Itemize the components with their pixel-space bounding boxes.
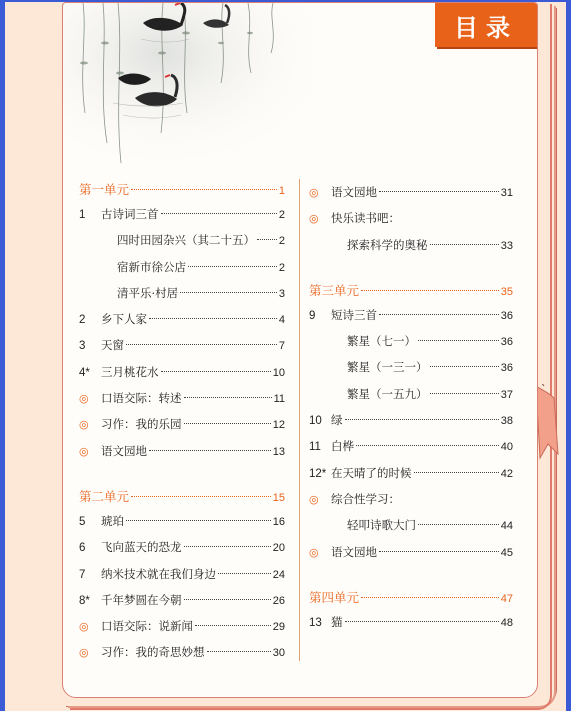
toc-entry[interactable] (309, 433, 513, 459)
page-number: 4 (278, 314, 285, 327)
swan-pond-illustration (63, 3, 313, 173)
toc-title: 猫 (331, 614, 343, 629)
leader-dots (361, 290, 499, 291)
page-number: 42 (500, 467, 513, 480)
toc-title: 第三单元 (309, 282, 360, 298)
section-gap (309, 565, 513, 587)
leader-dots (131, 189, 277, 190)
toc-subentry[interactable] (309, 512, 513, 538)
toc-title: 清平乐·村居 (117, 285, 179, 300)
page-number: 2 (278, 235, 285, 248)
toc-unit-heading[interactable] (309, 587, 513, 609)
leader-dots (161, 213, 277, 214)
toc-entry[interactable] (79, 332, 285, 358)
toc-entry[interactable] (79, 359, 285, 385)
page-number: 2 (278, 209, 285, 221)
lesson-number: 10 (309, 415, 322, 428)
toc-entry[interactable] (79, 385, 285, 411)
toc-title: 口语交际：说新闻 (101, 619, 193, 634)
toc-title: 轻叩诗歌大门 (347, 518, 416, 533)
toc-title: 绿 (331, 413, 343, 428)
toc-entry[interactable] (79, 639, 285, 665)
bullet-circle-icon: ◎ (79, 620, 89, 634)
leader-dots (184, 546, 271, 547)
page-number: 33 (500, 239, 513, 252)
leader-dots (126, 344, 277, 345)
toc-left-column (79, 179, 285, 666)
column-divider (299, 179, 300, 661)
page-number: 31 (500, 187, 513, 199)
toc-title: 第四单元 (309, 589, 360, 605)
toc-unit-heading[interactable] (309, 280, 513, 302)
toc-title: 口语交际：转述 (101, 391, 182, 406)
page-number: 11 (273, 393, 285, 406)
lesson-number: 12* (309, 467, 327, 480)
toc-entry[interactable] (79, 508, 285, 534)
toc-title: 探索科学的奥秘 (347, 237, 428, 252)
leader-dots (207, 651, 271, 652)
page-number: 45 (500, 546, 513, 559)
toc-title: 繁星（一三一） (347, 360, 428, 375)
toc-title: 快乐读书吧： (331, 211, 400, 226)
toc-entry[interactable] (309, 486, 513, 512)
page-number: 47 (500, 592, 513, 605)
lesson-number: 1 (79, 209, 86, 221)
leader-dots (184, 423, 271, 424)
toc-title: 第一单元 (79, 182, 130, 197)
leader-dots (430, 244, 499, 245)
toc-entry[interactable] (79, 587, 285, 613)
right-frame-border (566, 0, 571, 711)
bullet-circle-icon: ◎ (309, 492, 319, 506)
toc-title: 习作：我的乐园 (101, 417, 182, 432)
toc-subentry[interactable] (79, 227, 285, 253)
page-number: 36 (500, 336, 513, 349)
page-number: 12 (272, 419, 285, 432)
toc-title: 语文园地 (101, 443, 147, 458)
page-number: 36 (500, 309, 513, 322)
lesson-number: 6 (79, 542, 86, 555)
bullet-circle-icon: ◎ (79, 444, 89, 458)
page-number: 15 (272, 491, 285, 504)
page-number: 35 (500, 285, 513, 298)
page-number: 40 (500, 441, 513, 454)
toc-subentry[interactable] (309, 381, 513, 407)
lesson-number: 7 (79, 568, 86, 581)
toc-subentry[interactable] (309, 328, 513, 354)
page-title: 目录 (435, 3, 537, 47)
page-number: 13 (272, 445, 285, 458)
toc-title: 天窗 (101, 338, 124, 353)
leader-dots (149, 450, 271, 451)
toc-unit-heading[interactable] (79, 179, 285, 201)
toc-title: 第二单元 (79, 488, 130, 504)
lesson-number: 2 (79, 314, 86, 327)
bullet-circle-icon: ◎ (309, 545, 319, 559)
toc-title: 琥珀 (101, 513, 124, 528)
toc-title: 短诗三首 (331, 307, 377, 322)
leader-dots (131, 496, 271, 497)
bullet-circle-icon: ◎ (79, 646, 89, 660)
page-number: 3 (278, 287, 285, 300)
leader-dots (414, 472, 499, 473)
leader-dots (126, 520, 271, 521)
leader-dots (430, 393, 499, 394)
toc-title: 在天晴了的时候 (331, 465, 412, 480)
page-number: 2 (278, 261, 285, 274)
leader-dots (184, 599, 271, 600)
toc-title: 千年梦圆在今朝 (101, 592, 182, 607)
toc-entry[interactable] (79, 534, 285, 560)
toc-entry[interactable] (309, 205, 513, 231)
toc-title: 习作：我的奇思妙想 (101, 645, 205, 660)
lesson-number: 5 (79, 515, 86, 528)
page-number: 29 (272, 621, 285, 634)
page-number: 1 (278, 185, 285, 197)
toc-entry[interactable] (309, 609, 513, 635)
toc-title: 繁星（七一） (347, 334, 416, 349)
lesson-number: 9 (309, 309, 316, 322)
toc-title: 古诗词三首 (101, 207, 159, 221)
page-number: 30 (272, 647, 285, 660)
toc-subentry[interactable] (309, 354, 513, 380)
leader-dots (180, 292, 277, 293)
toc-subentry[interactable] (79, 280, 285, 306)
toc-subentry[interactable] (309, 232, 513, 258)
lesson-number: 3 (79, 340, 86, 353)
toc-title: 宿新市徐公店 (117, 259, 186, 274)
leader-dots (257, 239, 277, 240)
left-frame-border (0, 0, 5, 711)
leader-dots (418, 340, 499, 341)
leader-dots (345, 621, 499, 622)
lesson-number: 4* (79, 366, 90, 379)
leader-dots (188, 266, 277, 267)
toc-entry[interactable] (79, 613, 285, 639)
toc-subentry[interactable] (79, 254, 285, 280)
leader-dots (430, 366, 499, 367)
toc-unit-heading[interactable] (79, 486, 285, 508)
leader-dots (418, 524, 499, 525)
toc-title: 飞向蓝天的恐龙 (101, 540, 182, 555)
toc-title: 语文园地 (331, 544, 377, 559)
leader-dots (379, 551, 499, 552)
leader-dots (356, 445, 499, 446)
toc-title: 白桦 (331, 439, 354, 454)
page-number: 44 (500, 520, 513, 533)
page-number: 24 (272, 568, 285, 581)
toc-entry[interactable] (79, 438, 285, 464)
bullet-circle-icon: ◎ (79, 392, 89, 406)
section-gap (309, 258, 513, 280)
page-number: 26 (272, 594, 285, 607)
leader-dots (361, 597, 499, 598)
page-number: 7 (278, 340, 285, 353)
toc-page (62, 2, 538, 698)
toc-title: 乡下人家 (101, 312, 147, 327)
toc-entry[interactable] (79, 306, 285, 332)
toc-entry[interactable] (79, 201, 285, 227)
page-number: 48 (500, 616, 513, 629)
bullet-circle-icon: ◎ (309, 212, 319, 226)
toc-entry[interactable] (79, 561, 285, 587)
bullet-circle-icon: ◎ (309, 186, 319, 199)
section-gap (79, 464, 285, 486)
leader-dots (379, 314, 499, 315)
toc-entry[interactable] (79, 411, 285, 437)
toc-title: 三月桃花水 (101, 364, 159, 379)
page-number: 38 (500, 415, 513, 428)
page-number: 16 (272, 515, 285, 528)
page-number: 10 (272, 366, 285, 379)
lesson-number: 13 (309, 616, 322, 629)
page-number: 36 (500, 362, 513, 375)
leader-dots (161, 371, 271, 372)
toc-entry[interactable] (309, 460, 513, 486)
toc-title: 四时田园杂兴（其二十五） (117, 233, 255, 248)
leader-dots (345, 419, 499, 420)
bullet-circle-icon: ◎ (79, 418, 89, 432)
page-number: 37 (500, 388, 513, 401)
toc-entry[interactable] (309, 539, 513, 565)
toc-entry[interactable] (309, 179, 513, 205)
toc-title: 繁星（一五九） (347, 386, 428, 401)
toc-title: 语文园地 (331, 185, 377, 199)
toc-title: 综合性学习： (331, 491, 400, 506)
toc-title: 纳米技术就在我们身边 (101, 566, 216, 581)
toc-entry[interactable] (309, 407, 513, 433)
toc-right-column (309, 179, 513, 635)
leader-dots (379, 191, 499, 192)
toc-entry[interactable] (309, 302, 513, 328)
leader-dots (149, 318, 277, 319)
lesson-number: 8* (79, 594, 90, 607)
leader-dots (184, 397, 272, 398)
leader-dots (218, 573, 271, 574)
leader-dots (195, 625, 271, 626)
page-number: 20 (272, 542, 285, 555)
lesson-number: 11 (309, 441, 321, 454)
